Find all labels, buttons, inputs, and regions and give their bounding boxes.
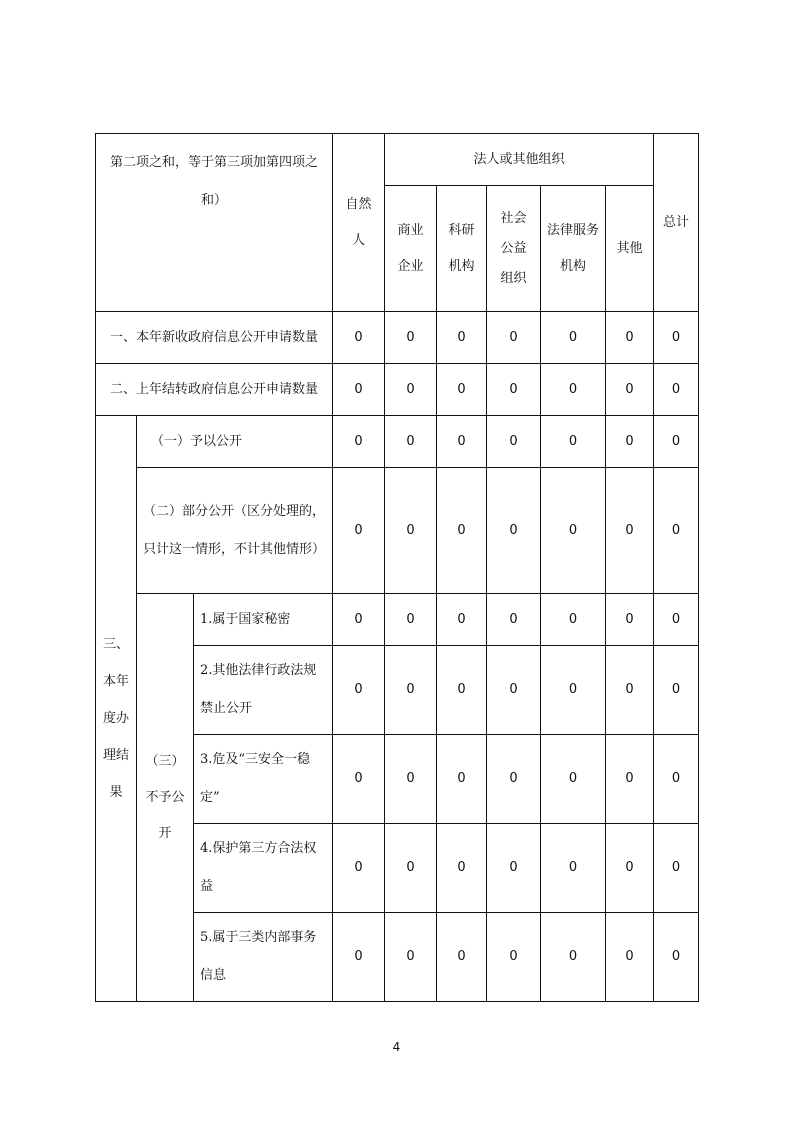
- sub1-value-natural: 0: [332, 593, 385, 646]
- sub2-value-research: 0: [436, 645, 487, 735]
- sub4-value-total: 0: [653, 823, 699, 913]
- section3-label: 三、本年度办理结果: [95, 415, 137, 1002]
- row1-label: 一、本年新收政府信息公开申请数量: [95, 311, 333, 364]
- sub4-value-legal: 0: [540, 823, 606, 913]
- sub5-value-natural: 0: [332, 912, 385, 1002]
- header-commercial: 商业企业: [384, 185, 437, 312]
- row2-value-research: 0: [436, 363, 487, 416]
- sub5-value-public-welfare: 0: [486, 912, 541, 1002]
- header-natural-person: 自然人: [332, 133, 385, 312]
- sub4-value-other: 0: [605, 823, 654, 913]
- row3-2-value-research: 0: [436, 467, 487, 594]
- sub5-value-other: 0: [605, 912, 654, 1002]
- sub2-value-natural: 0: [332, 645, 385, 735]
- sub3-value-commercial: 0: [384, 734, 437, 824]
- sub5-value-legal: 0: [540, 912, 606, 1002]
- sub4-value-public-welfare: 0: [486, 823, 541, 913]
- row1-value-public-welfare: 0: [486, 311, 541, 364]
- sub1-value-public-welfare: 0: [486, 593, 541, 646]
- sub3-value-research: 0: [436, 734, 487, 824]
- row1-value-commercial: 0: [384, 311, 437, 364]
- sub4-value-research: 0: [436, 823, 487, 913]
- row3-2-value-natural: 0: [332, 467, 385, 594]
- sub2-value-other: 0: [605, 645, 654, 735]
- row2-value-legal: 0: [540, 363, 606, 416]
- sub1-value-other: 0: [605, 593, 654, 646]
- row3-1-value-legal: 0: [540, 415, 606, 468]
- sub1-label: 1.属于国家秘密: [193, 593, 333, 646]
- page-number: 4: [392, 1040, 401, 1054]
- row3-1-label: （一）予以公开: [136, 415, 333, 468]
- row1-value-total: 0: [653, 311, 699, 364]
- row1-value-research: 0: [436, 311, 487, 364]
- sub1-value-total: 0: [653, 593, 699, 646]
- sub2-value-public-welfare: 0: [486, 645, 541, 735]
- sub3-value-total: 0: [653, 734, 699, 824]
- sub4-label: 4.保护第三方合法权益: [193, 823, 333, 913]
- sub4-value-commercial: 0: [384, 823, 437, 913]
- sub5-label: 5.属于三类内部事务信息: [193, 912, 333, 1002]
- row2-value-commercial: 0: [384, 363, 437, 416]
- sub3-value-public-welfare: 0: [486, 734, 541, 824]
- sub3-value-legal: 0: [540, 734, 606, 824]
- row3-2-value-other: 0: [605, 467, 654, 594]
- header-public-welfare: 社会公益组织: [486, 185, 541, 312]
- sub2-label: 2.其他法律行政法规禁止公开: [193, 645, 333, 735]
- header-legal: 法律服务机构: [540, 185, 606, 312]
- row3-2-label: （二）部分公开（区分处理的，只计这一情形，不计其他情形）: [136, 467, 333, 594]
- row2-value-public-welfare: 0: [486, 363, 541, 416]
- header-topleft: [95, 133, 333, 312]
- sub1-value-commercial: 0: [384, 593, 437, 646]
- row2-value-other: 0: [605, 363, 654, 416]
- row3-1-value-public-welfare: 0: [486, 415, 541, 468]
- header-org-group: 法人或其他组织: [384, 133, 654, 186]
- row2-value-natural: 0: [332, 363, 385, 416]
- row3-2-value-commercial: 0: [384, 467, 437, 594]
- row2-label: 二、上年结转政府信息公开申请数量: [95, 363, 333, 416]
- row3-1-value-commercial: 0: [384, 415, 437, 468]
- row3-2-value-legal: 0: [540, 467, 606, 594]
- row3-1-value-other: 0: [605, 415, 654, 468]
- sub4-value-natural: 0: [332, 823, 385, 913]
- sub2-value-commercial: 0: [384, 645, 437, 735]
- group3-3-label: （三）不予公开: [136, 593, 194, 1002]
- sub3-label: 3.危及“三安全一稳定”: [193, 734, 333, 824]
- sub2-value-legal: 0: [540, 645, 606, 735]
- row3-2-value-total: 0: [653, 467, 699, 594]
- sub2-value-total: 0: [653, 645, 699, 735]
- sub1-value-legal: 0: [540, 593, 606, 646]
- sub5-value-total: 0: [653, 912, 699, 1002]
- row3-2-value-public-welfare: 0: [486, 467, 541, 594]
- header-research: 科研机构: [436, 185, 487, 312]
- sub5-value-commercial: 0: [384, 912, 437, 1002]
- header-topleft-text: 第二项之和，等于第三项加第四项之和）: [109, 155, 318, 208]
- row1-value-natural: 0: [332, 311, 385, 364]
- row3-1-value-research: 0: [436, 415, 487, 468]
- header-other: 其他: [605, 185, 654, 312]
- row2-value-total: 0: [653, 363, 699, 416]
- header-total: 总计: [653, 133, 699, 312]
- sub3-value-other: 0: [605, 734, 654, 824]
- row1-value-legal: 0: [540, 311, 606, 364]
- sub3-value-natural: 0: [332, 734, 385, 824]
- sub5-value-research: 0: [436, 912, 487, 1002]
- sub1-value-research: 0: [436, 593, 487, 646]
- row1-value-other: 0: [605, 311, 654, 364]
- row3-1-value-natural: 0: [332, 415, 385, 468]
- row3-1-value-total: 0: [653, 415, 699, 468]
